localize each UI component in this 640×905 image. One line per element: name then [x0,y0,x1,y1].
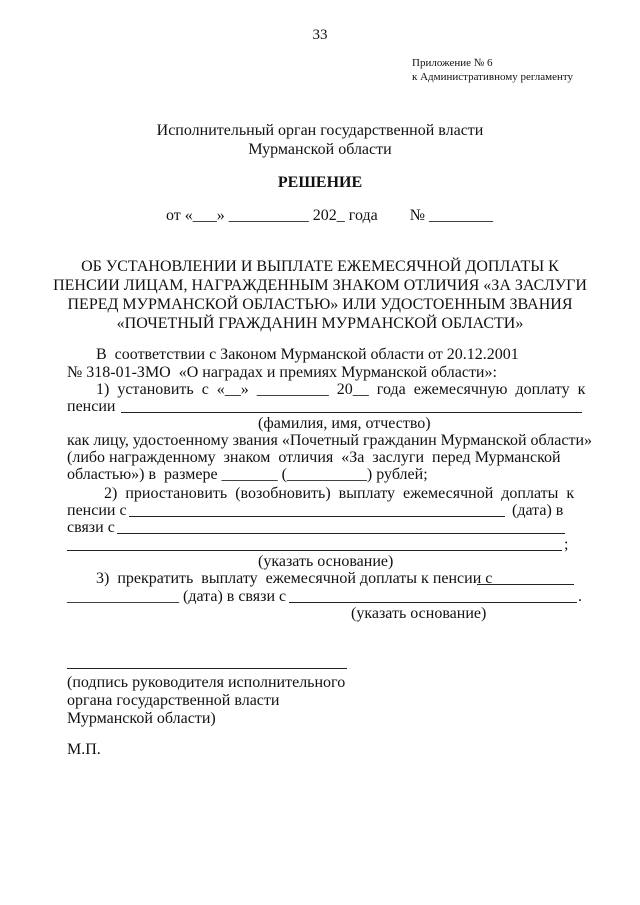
document-title: РЕШЕНИЕ [277,174,363,191]
item-2-date-suffix: (дата) в [512,502,564,519]
signature-caption-3: Мурманской области) [67,710,216,727]
appendix-line-2: к Административному регламенту [412,71,574,83]
basis-line-2: № 318-01-ЗМО «О наградах и премиях Мурманской области»: [67,364,497,381]
item-2-line-1: 2) приостановить (возобновить) выплату ежемесячной доплаты к [104,485,575,502]
fio-underline [121,412,582,413]
item-3-reason-underline [289,602,577,603]
item-2-pensii-s-label: пенсии с [67,502,127,519]
subject-line-3: ПЕРЕД МУРМАНСКОЙ ОБЛАСТЬЮ» ИЛИ УДОСТОЕННЫМ ЗВАНИЯ [67,296,573,313]
date-number-line: от «___» __________ 202_ года № ________ [166,207,493,224]
item-1-line-1: 1) установить с «__» _________ 20__ года ежемесячную доплату к [96,381,586,398]
basis-line-1: В соответствии с Законом Мурманской области от 20.12.2001 [96,346,519,363]
item-1-line-4: (либо награжденному знаком отличия «За заслуги перед Мурманской [67,449,561,466]
item-1-line-3: как лицу, удостоенному звания «Почетный гражданин Мурманской области» [67,432,592,449]
item-3-date-underline [477,584,574,585]
subject-line-4: «ПОЧЕТНЫЙ ГРАЖДАНИН МУРМАНСКОЙ ОБЛАСТИ» [116,315,524,332]
item-2-reason-underline-1 [117,533,565,534]
signature-line [67,668,347,669]
stamp-place: М.П. [67,741,101,758]
hint-basis: (указать основание) [258,553,394,570]
authority-line-1: Исполнительный орган государственной власти [156,122,484,139]
page-number: 33 [312,27,328,43]
subject-line-1: ОБ УСТАНОВЛЕНИИ И ВЫПЛАТЕ ЕЖЕМЕСЯЧНОЙ ДОПЛАТЫ К [81,258,559,275]
hint-fio: (фамилия, имя, отчество) [258,415,431,432]
item-3-period: . [578,588,582,605]
signature-caption-1: (подпись руководителя исполнительного [67,674,346,691]
item-1-line-5: областью») в размере _______ (__________) рублей; [67,466,428,483]
appendix-line-1: Приложение № 6 [412,57,493,69]
item-3-line-2: ______________ (дата) в связи с [67,588,287,605]
hint-basis-2: (указать основание) [351,605,487,622]
item-1-pensii-label: пенсии [67,398,116,415]
authority-line-2: Мурманской области [248,141,392,158]
item-2-svyazi-label: связи с [67,519,115,536]
item-2-reason-underline-2 [67,550,562,551]
item-3-line-1: 3) прекратить выплату ежемесячной доплаты к пенсии с [96,570,493,587]
item-2-date-underline [129,516,505,517]
subject-line-2: ПЕНСИИ ЛИЦАМ, НАГРАЖДЕННЫМ ЗНАКОМ ОТЛИЧИЯ «ЗА ЗАСЛУГИ [53,277,587,294]
item-2-semicolon: ; [564,536,569,553]
signature-caption-2: органа государственной власти [67,692,280,709]
